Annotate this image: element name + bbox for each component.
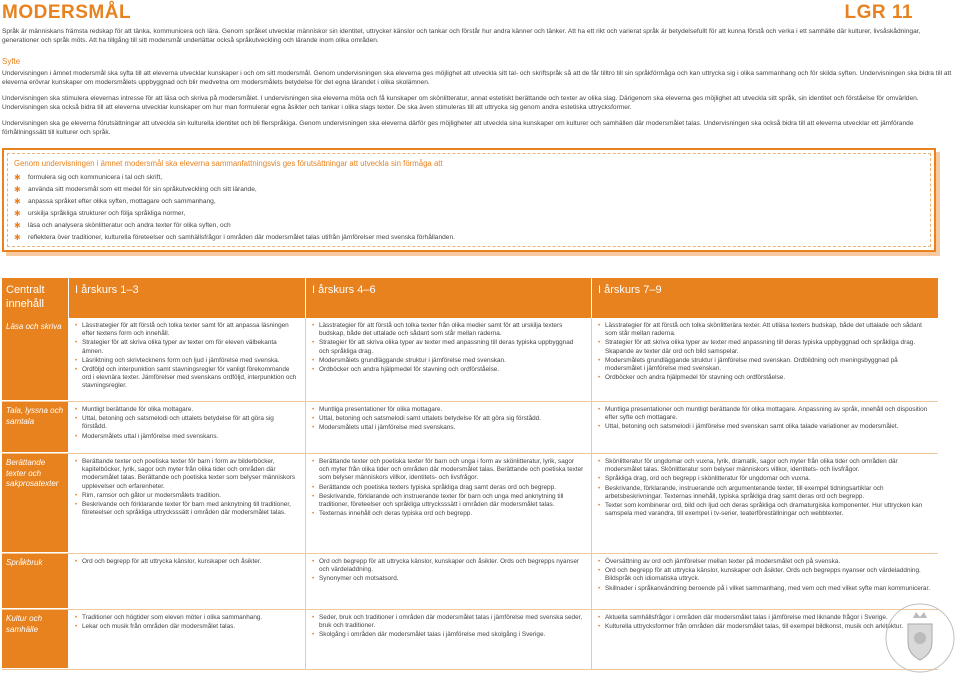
cell-list xyxy=(598,458,932,518)
abilities-box xyxy=(2,148,936,252)
list-item: • Lässtrategier för att förstå och tolka texter från olika medier samt för att urskilja texters budskap, både det uttalade och sådant som står mellan raderna. xyxy=(312,322,585,338)
cell-list xyxy=(75,406,299,441)
cell-list xyxy=(312,322,585,374)
cell-grade-7-9 xyxy=(592,402,938,453)
list-item: • Lässtrategier för att förstå och tolka skönlitterära texter. Att utläsa texters budskap, både det uttalade och sådant som står mellan raderna. xyxy=(598,322,932,338)
abilities-list xyxy=(14,172,455,244)
abilities-heading: Genom undervisningen i ämnet modersmål ska eleverna sammanfattningsvis ges förutsättningar att utveckla sin förmåga att xyxy=(14,159,443,168)
star-icon: ✱ xyxy=(14,197,21,206)
table-body xyxy=(2,318,938,670)
list-item: • Beskrivande, förklarande, instruerande och argumenterande texter, till exempel tidningsartiklar och arbetsbeskrivningar. Texternas innehåll, typiska språkliga drag samt deras ord och begrepp. xyxy=(598,485,932,501)
header-grade-7-9: I årskurs 7–9 xyxy=(598,284,662,296)
cell-list xyxy=(75,458,299,517)
table-row xyxy=(2,402,938,454)
page-header xyxy=(0,0,959,26)
list-item: • Uttal, betoning och satsmelodi samt uttalets betydelse för att göra sig förstådd. xyxy=(312,415,585,423)
cell-list xyxy=(598,558,932,593)
abilities-item: ✱ läsa och analysera skönlitteratur och andra texter för olika syften, och xyxy=(14,221,231,230)
list-item: • Skönlitteratur för ungdomar och vuxna, lyrik, dramatik, sagor och myter från olika tider och områden där modersmålet talas. Skönlitteratur som belyser människors villkor, identitets- och livsfrågor. xyxy=(598,458,932,474)
table-header xyxy=(2,278,938,318)
list-item: • Muntliga presentationer och muntligt berättande för olika mottagare. Anpassning av språk, innehåll och disposition efter syfte och mottagare. xyxy=(598,406,932,422)
list-item: • Berättande texter och poetiska texter för barn och unga i form av skönlitteratur, lyrik, sagor och myter från olika tider och områden där modersmålet talas. Berättande och poetiska texter som belyser människors villkor, identitets- och livsfrågor. xyxy=(312,458,585,483)
list-item: • Texter som kombinerar ord, bild och ljud och deras språkliga och dramaturgiska komponenter. Hur uttrycken kan samspela med varandra, till exempel i tv-serier, teaterföreställningar och webbtexter. xyxy=(598,502,932,518)
list-item: • Ordböcker och andra hjälpmedel för stavning och ordförståelse. xyxy=(312,366,585,374)
list-item: • Kulturella uttrycksformer från områden där modersmålet talas, till exempel bildkonst, musik och arkitektur. xyxy=(598,623,932,631)
list-item: • Beskrivande, förklarande och instruerande texter för barn och unga med anknytning till traditioner, företeelser och språkliga uttrycksssätt i områden där modersmålet talas. xyxy=(312,493,585,509)
row-label: Språkbruk xyxy=(2,554,69,609)
table-row xyxy=(2,454,938,554)
cell-list xyxy=(598,322,932,382)
star-icon: ✱ xyxy=(14,209,21,218)
row-label: Läsa och skriva xyxy=(2,318,69,401)
row-label: Berättande texter och sakprosatexter xyxy=(2,454,69,553)
list-item: • Muntligt berättande för olika mottagare. xyxy=(75,406,299,414)
seal-crown-icon xyxy=(913,612,927,618)
list-item: • Lässtrategier för att förstå och tolka texter samt för att anpassa läsningen efter textens form och innehåll. xyxy=(75,322,299,338)
cell-grade-4-6 xyxy=(306,610,592,669)
cell-grade-7-9 xyxy=(592,454,938,553)
list-item: • Ordföljd och interpunktion samt stavningsregler för vanligt förekommande ord i elevnära texter. Jämförelser med svenskans ordföljd, interpunktion och stavningsregler. xyxy=(75,366,299,391)
cell-list xyxy=(312,614,585,640)
curriculum-tag: LGR 11 xyxy=(844,2,913,23)
list-item: • Seder, bruk och traditioner i områden där modersmålet talas i jämförelse med svenska seder, bruk och traditioner. xyxy=(312,614,585,630)
list-item: • Ord och begrepp för att uttrycka känslor, kunskaper och åsikter. Ords och begrepps nyanser och värdeladdning. xyxy=(312,558,585,574)
list-item: • Ord och begrepp för att uttrycka känslor, kunskaper och åsikter. xyxy=(75,558,299,566)
list-item: • Rim, ramsor och gåtor ur modersmålets tradition. xyxy=(75,492,299,500)
cell-list xyxy=(75,322,299,391)
list-item: • Modersmålets uttal i jämförelse med svenskans. xyxy=(312,424,585,432)
table-row xyxy=(2,554,938,610)
table-row xyxy=(2,610,938,670)
cell-grade-1-3 xyxy=(69,554,306,609)
cell-grade-4-6 xyxy=(306,402,592,453)
cell-list xyxy=(598,406,932,432)
header-grade-4-6: I årskurs 4–6 xyxy=(306,278,592,318)
list-item: • Översättning av ord och jämförelser mellan texter på modersmålet och på svenska. xyxy=(598,558,932,566)
header-grade-1-3: I årskurs 1–3 xyxy=(69,278,306,318)
list-item: • Berättande texter och poetiska texter för barn i form av bilderböcker, kapitelböcker, lyrik, sagor och myter från olika tider och områden där modersmålet talas. Berättande och poetiska texter som belyser människors upplevelser och erfarenheter. xyxy=(75,458,299,491)
list-item: • Texternas innehåll och deras typiska ord och begrepp. xyxy=(312,510,585,518)
list-item: • Traditioner och högtider som eleven möter i olika sammanhang. xyxy=(75,614,299,622)
list-item: • Beskrivande och förklarande texter för barn med anknytning till traditioner, företeelser och språkliga uttrycksssätt i områden där modersmålet talas. xyxy=(75,501,299,517)
star-icon: ✱ xyxy=(14,233,21,242)
cell-grade-4-6 xyxy=(306,554,592,609)
cell-grade-1-3 xyxy=(69,318,306,401)
abilities-item: ✱ urskilja språkliga strukturer och följa språkliga normer, xyxy=(14,209,186,218)
list-item: • Modersmålets grundläggande struktur i jämförelse med svenskan. Ordbildning och meningsbyggnad på modersmålet i jämförelse med svenskan. xyxy=(598,357,932,373)
abilities-item: ✱ formulera sig och kommunicera i tal och skrift, xyxy=(14,173,163,182)
cell-list xyxy=(312,406,585,433)
seal-head-icon xyxy=(914,632,926,644)
abilities-item: ✱ använda sitt modersmål som ett medel för sin språkutveckling och sitt lärande, xyxy=(14,185,257,194)
list-item: • Berättande och poetiska texters typiska språkliga drag samt deras ord och begrepp. xyxy=(312,484,585,492)
list-item: • Skolgång i områden där modersmålet talas i jämförelse med skolgång i Sverige. xyxy=(312,631,585,639)
cell-grade-7-9 xyxy=(592,318,938,401)
table-row xyxy=(2,318,938,402)
list-item: • Synonymer och motsatsord. xyxy=(312,575,585,583)
intro-paragraph: Språk är människans främsta redskap för att tänka, kommunicera och lära. Genom språket utvecklar människor sin identitet, uttrycker känslor och tankar och förstår hur andra känner och tänker. Att ha ett rikt och varierat språk är betydelsefullt för att kunna förstå och verka i ett samhälle där kulturer, livsåskådningar, generationer och språk möts. Att ha tillgång till sitt modersmål underlättar också språkutveckling och lärande inom olika områden. xyxy=(2,28,921,44)
list-item: • Strategier för att skriva olika typer av texter med anpassning till deras typiska uppbyggnad och språkliga drag. xyxy=(312,339,585,355)
cell-grade-4-6 xyxy=(306,318,592,401)
list-item: • Läsriktning och skrivtecknens form och ljud i jämförelse med svenska. xyxy=(75,357,299,365)
syfte-heading: Syfte xyxy=(2,57,21,66)
cell-grade-1-3 xyxy=(69,402,306,453)
syfte-paragraph-3: Undervisningen ska ge eleverna förutsättningar att utveckla sin kulturella identitet och bli flerspråkiga. Genom undervisningen ska eleverna därför ges möjligheter att utveckla sina kunskaper om kulturer och samhällen där modersmålet talas. Undervisningen ska också bidra till att eleverna utvecklar ett jämförande förhållningssätt till kulturer och språk. xyxy=(2,120,914,136)
list-item: • Modersmålets grundläggande struktur i jämförelse med svenskan. xyxy=(312,357,585,365)
list-item: • Strategier för att skriva olika typer av texter med anpassning till deras typiska uppbyggnad och språkliga drag. Skapande av texter där ord och bild samspelar. xyxy=(598,339,932,355)
list-item: • Uttal, betoning och satsmelodi i jämförelse med svenskan samt olika talade variationer av modersmålet. xyxy=(598,423,932,431)
list-item: • Aktuella samhällsfrågor i områden där modersmålet talas i jämförelse med liknande frågor i Sverige. xyxy=(598,614,932,622)
cell-list xyxy=(75,558,299,566)
syfte-paragraph-1: Undervisningen i ämnet modersmål ska syfta till att eleverna utvecklar kunskaper i och om sitt modersmål. Genom undervisningen ska eleverna ges möjlighet att utveckla sitt tal- och skriftspråk så att de får tilltro till sin språkförmåga och kan uttrycka sig i olika sammanhang och för skilda syften. Undervisningen ska bidra till att eleverna erövrar kunskaper om modersmålets uppbyggnad och blir medvetna om modersmålets betydelse för det egna lärandet i olika skolämnen. xyxy=(2,70,952,86)
star-icon: ✱ xyxy=(14,221,21,230)
list-item: • Ord och begrepp för att uttrycka känslor, kunskaper och åsikter. Ords och begrepps nyanser och värdeladdning. Bildspråk och idiomatiska uttryck. xyxy=(598,567,932,583)
star-icon: ✱ xyxy=(14,185,21,194)
list-item: • Strategier för att skriva olika typer av texter om för eleven välbekanta ämnen. xyxy=(75,339,299,355)
list-item: • Uttal, betoning och satsmelodi och uttalets betydelse för att göra sig förstådd. xyxy=(75,415,299,431)
abilities-item: ✱ anpassa språket efter olika syften, mottagare och sammanhang, xyxy=(14,197,216,206)
list-item: • Språkliga drag, ord och begrepp i skönlitteratur för ungdomar och vuxna. xyxy=(598,475,932,483)
star-icon: ✱ xyxy=(14,173,21,182)
cell-grade-1-3 xyxy=(69,454,306,553)
cell-grade-1-3 xyxy=(69,610,306,669)
stockholm-seal xyxy=(880,598,956,674)
cell-grade-4-6 xyxy=(306,454,592,553)
row-label: Kultur och samhälle xyxy=(2,610,69,669)
row-label: Tala, lyssna och samtala xyxy=(2,402,69,453)
header-central-content: Centralt innehåll xyxy=(2,278,69,318)
cell-list xyxy=(75,614,299,631)
cell-list xyxy=(312,558,585,584)
list-item: • Muntliga presentationer för olika mottagare. xyxy=(312,406,585,414)
abilities-item: ✱ reflektera över traditioner, kulturella företeelser och samhällsfrågor i områden där modersmålet talas utifrån jämförelser med svenska förhållanden. xyxy=(14,233,455,242)
content-table xyxy=(2,278,938,670)
list-item: • Skillnader i språkanvändning beroende på i vilket sammanhang, med vem och med vilket syfte man kommunicerar. xyxy=(598,585,932,593)
list-item: • Modersmålets uttal i jämförelse med svenskans. xyxy=(75,433,299,441)
cell-list xyxy=(312,458,585,518)
page-title: MODERSMÅL xyxy=(2,2,132,23)
syfte-paragraph-2: Undervisningen ska stimulera elevernas intresse för att läsa och skriva på modersmålet. I undervisningen ska eleverna möta och få kunskaper om skönlitteratur, annat estetiskt berättande och texter av olika slag. Därigenom ska eleverna ges möjlighet att utveckla sitt språk, sin identitet och förståelse för omvärlden. Undervisningen ska också bidra till att eleverna utvecklar kunskaper om hur man formulerar egna åsikter och tankar i olika slags texter. De ska även stimuleras till att uttrycka sig genom andra estetiska uttrycksformer. xyxy=(2,95,919,111)
list-item: • Ordböcker och andra hjälpmedel för stavning och ordförståelse. xyxy=(598,374,932,382)
list-item: • Lekar och musik från områden där modersmålet talas. xyxy=(75,623,299,631)
